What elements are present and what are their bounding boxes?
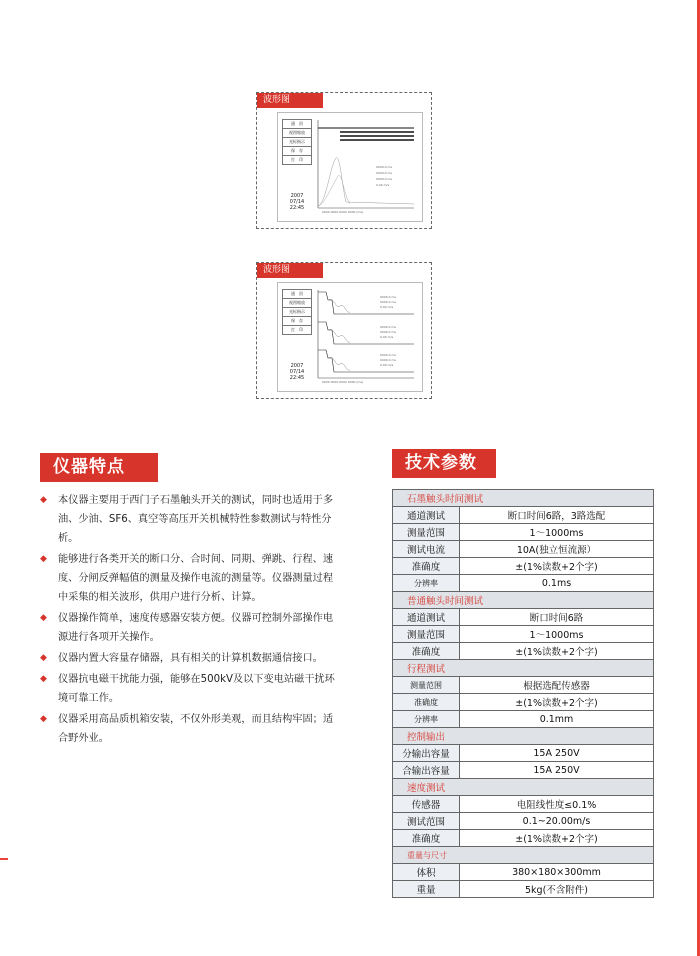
spec-row	[393, 762, 654, 779]
date-time: 22:45	[289, 375, 305, 381]
menu-item-back[interactable]: 通 回	[282, 289, 312, 299]
feature-item	[40, 491, 340, 548]
svg-text:0000 0000 0000 0000 (ms): 0000 0000 0000 0000 (ms)	[322, 380, 364, 384]
spec-row	[393, 881, 654, 898]
feature-item	[40, 609, 340, 647]
svg-text:0000.0 ms: 0000.0 ms	[380, 330, 396, 334]
feature-text: 能够进行各类开关的断口分、合时间、同期、弹跳、行程、速度、分闸反弹幅值的测量及操作电流的测量等。仪器测量过程中采集的相关波形，供用户进行分析、计算。	[58, 554, 334, 603]
diamond-bullet-icon: ◆	[40, 495, 47, 505]
waveform-figure-1	[256, 92, 432, 229]
svg-text:0000.0 ms: 0000.0 ms	[376, 165, 392, 169]
diamond-bullet-icon: ◆	[40, 674, 47, 684]
menu-item-print[interactable]: 打 印	[282, 326, 312, 335]
feature-text: 仪器采用高品质机箱安装，不仅外形美观，而且结构牢固；适合野外业。	[58, 714, 334, 744]
spec-row	[393, 558, 654, 575]
date-year: 2007	[290, 363, 304, 369]
spec-value: ±(1%读数+2个字)	[460, 830, 654, 847]
date-day: 07/14	[289, 369, 305, 375]
svg-text:0000.0 ms: 0000.0 ms	[380, 295, 396, 299]
menu-item-zoom[interactable]: 视图缩放	[282, 129, 312, 138]
menu-item-save[interactable]: 保 存	[282, 147, 312, 156]
figure-title: 波形图	[257, 93, 323, 108]
svg-text:0000.0 ms: 0000.0 ms	[380, 325, 396, 329]
svg-text:0.00 m/s: 0.00 m/s	[376, 183, 390, 187]
menu-item-zoom[interactable]: 视图缩放	[282, 299, 312, 308]
spec-label: 测试电流	[393, 541, 460, 558]
spec-row	[393, 796, 654, 813]
spec-value: 根据选配传感器	[460, 677, 654, 694]
date-time: 22:45	[289, 205, 305, 211]
feature-text: 本仪器主要用于西门子石墨触头开关的测试，同时也适用于多油、少油、SF6、真空等高压开关机械特性参数测试与特性分析。	[58, 495, 334, 544]
spec-table	[392, 489, 654, 898]
spec-row	[393, 813, 654, 830]
spec-row	[393, 711, 654, 728]
menu-item-save[interactable]: 保 存	[282, 317, 312, 326]
spec-group-row	[393, 779, 654, 796]
features-list	[40, 491, 340, 750]
spec-row	[393, 643, 654, 660]
svg-text:0.00 m/s: 0.00 m/s	[380, 335, 394, 339]
spec-row	[393, 830, 654, 847]
spec-value: ±(1%读数+2个字)	[460, 558, 654, 575]
feature-item	[40, 710, 340, 748]
spec-group-row	[393, 490, 654, 507]
features-heading: 仪器特点	[40, 453, 158, 482]
waveform-screen	[277, 282, 423, 392]
diamond-bullet-icon: ◆	[40, 554, 47, 564]
spec-row	[393, 541, 654, 558]
spec-row	[393, 507, 654, 524]
spec-group-title: 速度测试	[393, 779, 654, 796]
spec-label: 通道测试	[393, 609, 460, 626]
spec-value: 10A(独立恒流源）	[460, 541, 654, 558]
waveform-plot-1	[314, 116, 418, 216]
spec-group-title: 重量与尺寸	[393, 847, 654, 864]
diamond-bullet-icon: ◆	[40, 653, 47, 663]
spec-value: 0.1ms	[460, 575, 654, 592]
spec-value: 0.1~20.00m/s	[460, 813, 654, 830]
spec-label: 测量范围	[393, 524, 460, 541]
svg-text:0000.0 ms: 0000.0 ms	[380, 358, 396, 362]
spec-label: 准确度	[393, 643, 460, 660]
spec-group-row	[393, 847, 654, 864]
feature-text: 仪器抗电磁干扰能力强，能够在500kV及以下变电站磁干扰环境可靠工作。	[58, 674, 335, 704]
waveform-date	[282, 193, 312, 211]
svg-text:0.00 m/s: 0.00 m/s	[380, 305, 394, 309]
feature-text: 仪器内置大容量存储器，具有相关的计算机数据通信接口。	[58, 653, 323, 664]
feature-text: 仪器操作简单，速度传感器安装方便。仪器可控制外部操作电源进行各项开关操作。	[58, 613, 334, 643]
svg-text:0000.0 ms: 0000.0 ms	[376, 177, 392, 181]
spec-value: 1～1000ms	[460, 524, 654, 541]
svg-text:0000.0 ms: 0000.0 ms	[376, 171, 392, 175]
date-year: 2007	[290, 193, 304, 199]
menu-item-cursor[interactable]: 光标指示	[282, 308, 312, 317]
svg-text:0.00 m/s: 0.00 m/s	[380, 363, 394, 367]
date-day: 07/14	[289, 199, 305, 205]
waveform-menu	[282, 289, 312, 335]
spec-group-row	[393, 728, 654, 745]
menu-item-back[interactable]: 通 回	[282, 119, 312, 129]
spec-row	[393, 575, 654, 592]
spec-value: 电阻线性度≤0.1%	[460, 796, 654, 813]
feature-item	[40, 550, 340, 607]
spec-value: 5kg(不含附件)	[460, 881, 654, 898]
spec-group-title: 普通触头时间测试	[393, 592, 654, 609]
feature-item	[40, 670, 340, 708]
spec-value: ±(1%读数+2个字)	[460, 694, 654, 711]
left-accent-mark	[0, 858, 8, 860]
feature-item	[40, 649, 340, 668]
spec-value: ±(1%读数+2个字)	[460, 643, 654, 660]
spec-group-title: 控制输出	[393, 728, 654, 745]
spec-row	[393, 745, 654, 762]
spec-label: 测量范围	[393, 626, 460, 643]
spec-label: 通道测试	[393, 507, 460, 524]
spec-row	[393, 864, 654, 881]
spec-label: 传感器	[393, 796, 460, 813]
waveform-date	[282, 363, 312, 381]
spec-value: 0.1mm	[460, 711, 654, 728]
waveform-figure-2	[256, 262, 432, 399]
spec-value: 断口时间6路，3路选配	[460, 507, 654, 524]
spec-group-title: 石墨触头时间测试	[393, 490, 654, 507]
svg-text:0000.0 ms: 0000.0 ms	[380, 300, 396, 304]
waveform-screen	[277, 112, 423, 222]
spec-group-row	[393, 660, 654, 677]
spec-row	[393, 609, 654, 626]
spec-label: 体积	[393, 864, 460, 881]
specs-heading: 技术参数	[392, 449, 496, 478]
spec-row	[393, 626, 654, 643]
spec-value: 380×180×300mm	[460, 864, 654, 881]
spec-label: 合输出容量	[393, 762, 460, 779]
menu-item-cursor[interactable]: 光标指示	[282, 138, 312, 147]
spec-value: 1～1000ms	[460, 626, 654, 643]
spec-label: 重量	[393, 881, 460, 898]
spec-value: 断口时间6路	[460, 609, 654, 626]
diamond-bullet-icon: ◆	[40, 613, 47, 623]
spec-row	[393, 694, 654, 711]
diamond-bullet-icon: ◆	[40, 714, 47, 724]
figure-title: 波形图	[257, 263, 323, 278]
svg-text:0000.0 ms: 0000.0 ms	[380, 353, 396, 357]
spec-row	[393, 524, 654, 541]
spec-label: 准确度	[393, 830, 460, 847]
spec-label: 准确度	[393, 558, 460, 575]
spec-group-row	[393, 592, 654, 609]
spec-label: 准确度	[393, 694, 460, 711]
spec-value: 15A 250V	[460, 762, 654, 779]
spec-label: 分辨率	[393, 711, 460, 728]
spec-row	[393, 677, 654, 694]
menu-item-print[interactable]: 打 印	[282, 156, 312, 165]
spec-label: 测量范围	[393, 677, 460, 694]
spec-value: 15A 250V	[460, 745, 654, 762]
spec-label: 分辨率	[393, 575, 460, 592]
spec-group-title: 行程测试	[393, 660, 654, 677]
waveform-plot-2	[314, 286, 418, 386]
spec-label: 分输出容量	[393, 745, 460, 762]
svg-text:0000 0000 0000 0000 (ms): 0000 0000 0000 0000 (ms)	[322, 210, 364, 214]
spec-label: 测试范围	[393, 813, 460, 830]
waveform-menu	[282, 119, 312, 165]
